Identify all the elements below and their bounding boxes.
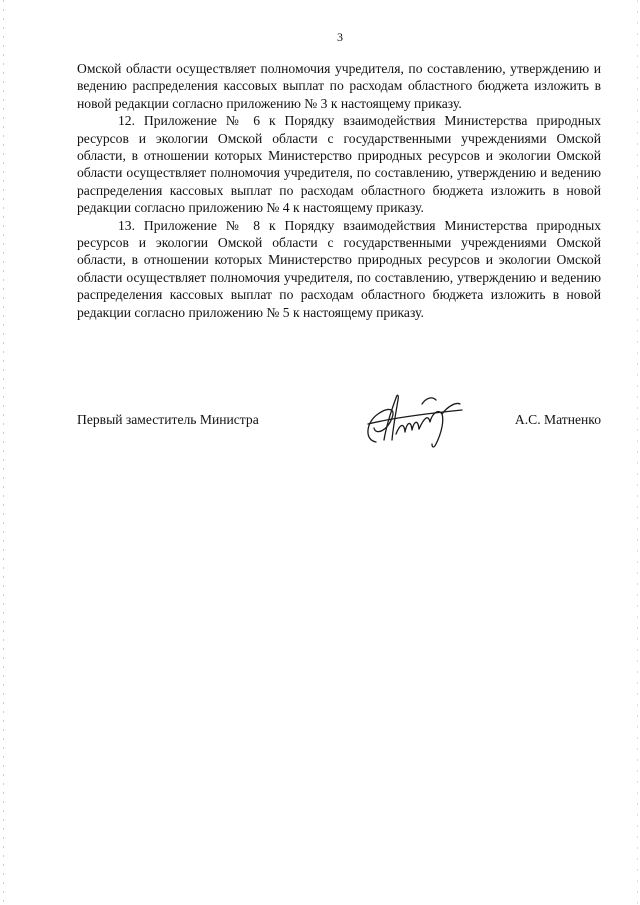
paragraph-continuation: Омской области осуществляет полномочия учредителя, по составлению, утверждению и ведению распределения кассовых выплат по расходам областного бюджета изложить в новой редакции согласно приложению № 3 к настоящему приказу. [77, 61, 601, 111]
paragraph-item-13: 13. Приложение № 8 к Порядку взаимодействия Министерства природных ресурсов и экологии Омской области с государственными учреждениями Омской области, в отношении которых Министерство природных ресурсов и экологии Омской области осуществляет полномочия учредителя, по составлению, утверждению и ведению распределения кассовых выплат по расходам областного бюджета изложить в новой редакции согласно приложению № 5 к настоящему приказу. [77, 217, 601, 320]
paragraph-item-12: 12. Приложение № 6 к Порядку взаимодействия Министерства природных ресурсов и экологии Омской области с государственными учреждениями Омской области, в отношении которых Министерство природных ресурсов и экологии Омской области осуществляет полномочия учредителя, по составлению, утверждению и ведению распределения кассовых выплат по расходам областного бюджета изложить в новой редакции согласно приложению № 4 к настоящему приказу. [77, 113, 601, 216]
document-body [77, 60, 601, 321]
page-number: 3 [337, 30, 343, 44]
scan-edge-left [3, 0, 4, 905]
signer-title: Первый заместитель Министра [77, 412, 259, 427]
scan-edge-right [637, 0, 638, 905]
signer-name: А.С. Матненко [514, 412, 601, 427]
signature-block [77, 411, 601, 451]
handwritten-signature-icon [362, 384, 472, 454]
